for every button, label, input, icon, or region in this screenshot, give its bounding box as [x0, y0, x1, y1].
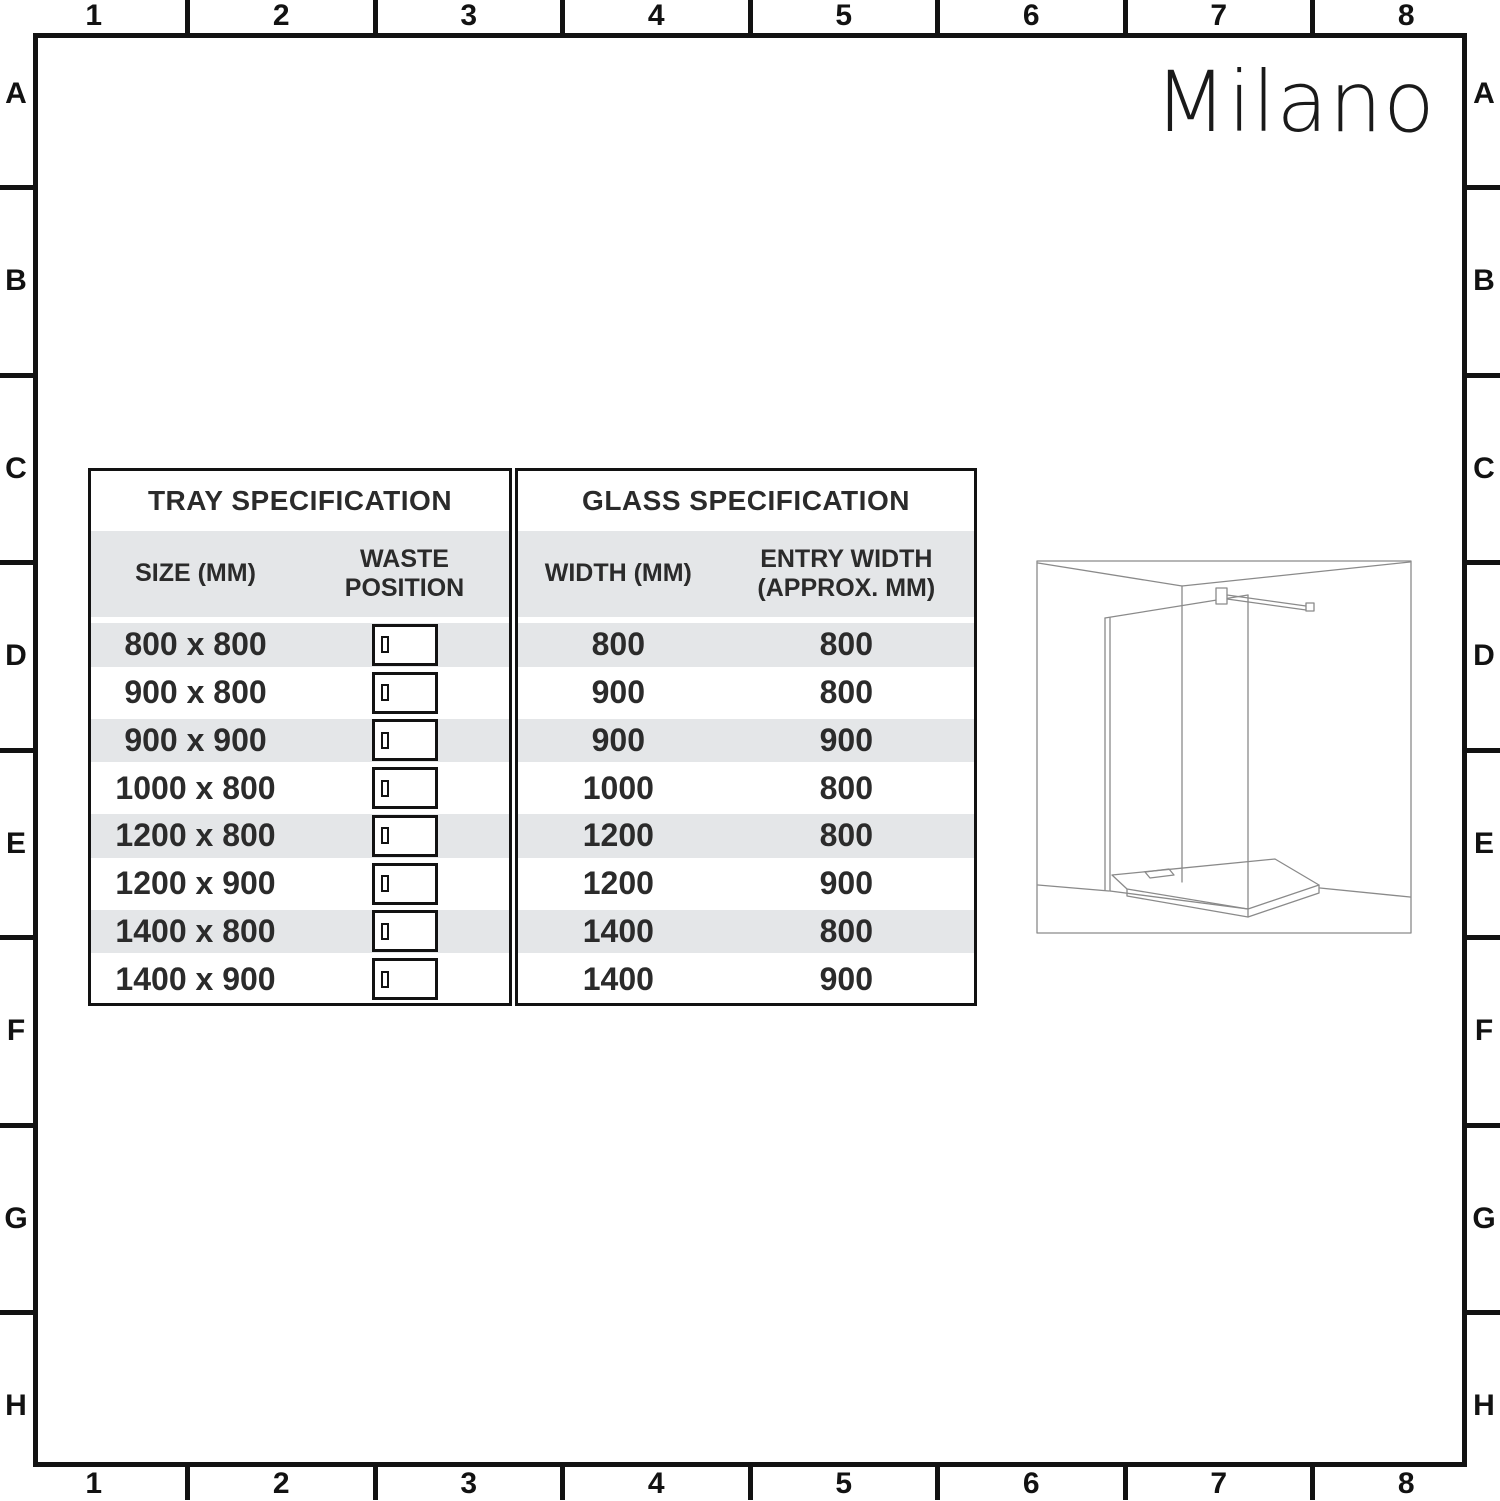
glass-row	[518, 955, 974, 1003]
glass-width-value: 1000	[518, 766, 719, 810]
grid-tick-right	[1467, 1310, 1500, 1315]
grid-row-label-left-A: A	[0, 0, 32, 188]
waste-position-icon	[372, 910, 438, 952]
grid-row-label-right-D: D	[1468, 563, 1500, 751]
grid-column-label-bottom-3: 3	[375, 1468, 563, 1500]
tray-waste-cell	[300, 719, 509, 763]
tray-waste-cell	[300, 910, 509, 954]
grid-row-label-right-E: E	[1468, 750, 1500, 938]
glass-row	[518, 860, 974, 908]
glass-width-value: 1400	[518, 910, 719, 954]
tray-size-value: 900 x 900	[91, 719, 300, 763]
tray-top-face	[1112, 859, 1319, 909]
grid-column-label-bottom-4: 4	[563, 1468, 751, 1500]
floor-edge-left	[1038, 885, 1109, 891]
waste-outlet-mark	[381, 875, 389, 892]
grid-tick-top	[1123, 0, 1128, 33]
tray-specification-table	[88, 468, 512, 1006]
waste-position-icon	[372, 624, 438, 666]
tray-waste-cell	[300, 623, 509, 667]
grid-tick-right	[1467, 748, 1500, 753]
ceiling-edge-left	[1038, 563, 1182, 586]
glass-entry-width-value: 900	[719, 957, 974, 1001]
grid-tick-top	[373, 0, 378, 33]
tray-size-value: 1000 x 800	[91, 766, 300, 810]
tray-size-value: 800 x 800	[91, 623, 300, 667]
shower-enclosure-drawing	[1035, 558, 1415, 940]
grid-column-label-top-6: 6	[938, 0, 1126, 32]
grid-tick-left	[0, 935, 33, 940]
glass-row	[518, 764, 974, 812]
grid-tick-right	[1467, 1123, 1500, 1128]
grid-tick-right	[1467, 373, 1500, 378]
waste-outlet-mark	[381, 923, 389, 940]
glass-specification-table	[515, 468, 977, 1006]
glass-table-header	[518, 531, 974, 617]
glass-width-value: 1200	[518, 862, 719, 906]
grid-row-label-left-F: F	[0, 938, 32, 1126]
grid-tick-left	[0, 1310, 33, 1315]
grid-column-label-top-4: 4	[563, 0, 751, 32]
tray-waste-cell	[300, 671, 509, 715]
grid-tick-top	[748, 0, 753, 33]
waste-outlet-mark	[381, 827, 389, 844]
grid-row-label-left-E: E	[0, 750, 32, 938]
glass-row	[518, 621, 974, 669]
waste-outlet-mark	[381, 971, 389, 988]
glass-width-value: 900	[518, 719, 719, 763]
grid-column-label-bottom-8: 8	[1313, 1468, 1500, 1500]
glass-entry-width-value: 900	[719, 719, 974, 763]
tray-waste-cell	[300, 766, 509, 810]
support-bar-wall-anchor	[1306, 603, 1314, 611]
grid-row-label-left-B: B	[0, 188, 32, 376]
glass-width-value: 1200	[518, 814, 719, 858]
grid-tick-bottom	[560, 1467, 565, 1500]
glass-width-value: 900	[518, 671, 719, 715]
grid-row-label-right-B: B	[1468, 188, 1500, 376]
grid-tick-left	[0, 185, 33, 190]
grid-column-label-bottom-5: 5	[750, 1468, 938, 1500]
tray-row	[91, 764, 509, 812]
support-bar-bracket	[1216, 588, 1227, 604]
grid-tick-top	[1310, 0, 1315, 33]
floor-edge-right	[1320, 888, 1410, 897]
grid-tick-bottom	[1123, 1467, 1128, 1500]
waste-position-column-header: WASTE POSITION	[300, 531, 509, 617]
grid-tick-bottom	[748, 1467, 753, 1500]
grid-column-label-top-5: 5	[750, 0, 938, 32]
tray-row	[91, 812, 509, 860]
entry-width-column-header: ENTRY WIDTH (APPROX. MM)	[719, 531, 974, 617]
grid-tick-left	[0, 1123, 33, 1128]
glass-entry-width-value: 800	[719, 814, 974, 858]
glass-row	[518, 908, 974, 956]
glass-entry-width-value: 800	[719, 671, 974, 715]
glass-entry-width-value: 900	[719, 862, 974, 906]
grid-tick-left	[0, 748, 33, 753]
waste-position-icon	[372, 863, 438, 905]
grid-row-label-right-G: G	[1468, 1125, 1500, 1313]
width-column-header: WIDTH (MM)	[518, 531, 719, 617]
grid-row-label-right-A: A	[1468, 0, 1500, 188]
grid-column-label-top-3: 3	[375, 0, 563, 32]
grid-column-label-top-8: 8	[1313, 0, 1500, 32]
tray-row	[91, 717, 509, 765]
grid-tick-bottom	[935, 1467, 940, 1500]
brand-logo: Milano	[1145, 52, 1445, 152]
grid-tick-right	[1467, 560, 1500, 565]
glass-entry-width-value: 800	[719, 766, 974, 810]
tray-waste-cell	[300, 862, 509, 906]
waste-position-icon	[372, 672, 438, 714]
glass-table-title: GLASS SPECIFICATION	[518, 471, 974, 531]
waste-position-icon	[372, 719, 438, 761]
grid-column-label-top-7: 7	[1125, 0, 1313, 32]
grid-column-label-bottom-1: 1	[0, 1468, 188, 1500]
waste-outlet-mark	[381, 780, 389, 797]
grid-column-label-bottom-7: 7	[1125, 1468, 1313, 1500]
grid-column-label-top-2: 2	[188, 0, 376, 32]
tray-waste-cell	[300, 814, 509, 858]
grid-row-label-right-C: C	[1468, 375, 1500, 563]
grid-tick-left	[0, 373, 33, 378]
grid-tick-bottom	[185, 1467, 190, 1500]
waste-position-icon	[372, 815, 438, 857]
tray-size-value: 900 x 800	[91, 671, 300, 715]
grid-tick-top	[560, 0, 565, 33]
tray-size-value: 1200 x 800	[91, 814, 300, 858]
tray-row	[91, 621, 509, 669]
glass-entry-width-value: 800	[719, 623, 974, 667]
grid-column-label-top-1: 1	[0, 0, 188, 32]
grid-tick-right	[1467, 185, 1500, 190]
grid-tick-top	[935, 0, 940, 33]
grid-tick-bottom	[373, 1467, 378, 1500]
waste-outlet-mark	[381, 732, 389, 749]
grid-row-label-left-C: C	[0, 375, 32, 563]
glass-panel-bottom-edge	[1110, 891, 1248, 909]
grid-tick-right	[1467, 935, 1500, 940]
waste-position-icon	[372, 767, 438, 809]
grid-row-label-right-F: F	[1468, 938, 1500, 1126]
tray-thickness-edge	[1127, 885, 1319, 917]
ceiling-edge-right	[1182, 562, 1410, 586]
grid-tick-left	[0, 560, 33, 565]
tray-waste-outlet	[1145, 869, 1174, 878]
tray-size-value: 1400 x 800	[91, 910, 300, 954]
glass-entry-width-value: 800	[719, 910, 974, 954]
tray-size-value: 1200 x 900	[91, 862, 300, 906]
glass-row	[518, 669, 974, 717]
waste-outlet-mark	[381, 636, 389, 653]
grid-row-label-right-H: H	[1468, 1313, 1500, 1501]
grid-row-label-left-H: H	[0, 1313, 32, 1501]
tray-size-value: 1400 x 900	[91, 957, 300, 1001]
tray-table-header	[91, 531, 509, 617]
tray-table-title: TRAY SPECIFICATION	[91, 471, 509, 531]
grid-tick-bottom	[1310, 1467, 1315, 1500]
tray-row	[91, 908, 509, 956]
grid-column-label-bottom-6: 6	[938, 1468, 1126, 1500]
grid-row-label-left-G: G	[0, 1125, 32, 1313]
glass-width-value: 1400	[518, 957, 719, 1001]
waste-outlet-mark	[381, 684, 389, 701]
tray-row	[91, 860, 509, 908]
room-outline	[1037, 561, 1411, 933]
glass-width-value: 800	[518, 623, 719, 667]
glass-row	[518, 717, 974, 765]
tray-row	[91, 955, 509, 1003]
grid-tick-top	[185, 0, 190, 33]
size-column-header: SIZE (MM)	[91, 531, 300, 617]
waste-position-icon	[372, 958, 438, 1000]
glass-row	[518, 812, 974, 860]
tray-waste-cell	[300, 957, 509, 1001]
grid-row-label-left-D: D	[0, 563, 32, 751]
tray-row	[91, 669, 509, 717]
grid-column-label-bottom-2: 2	[188, 1468, 376, 1500]
